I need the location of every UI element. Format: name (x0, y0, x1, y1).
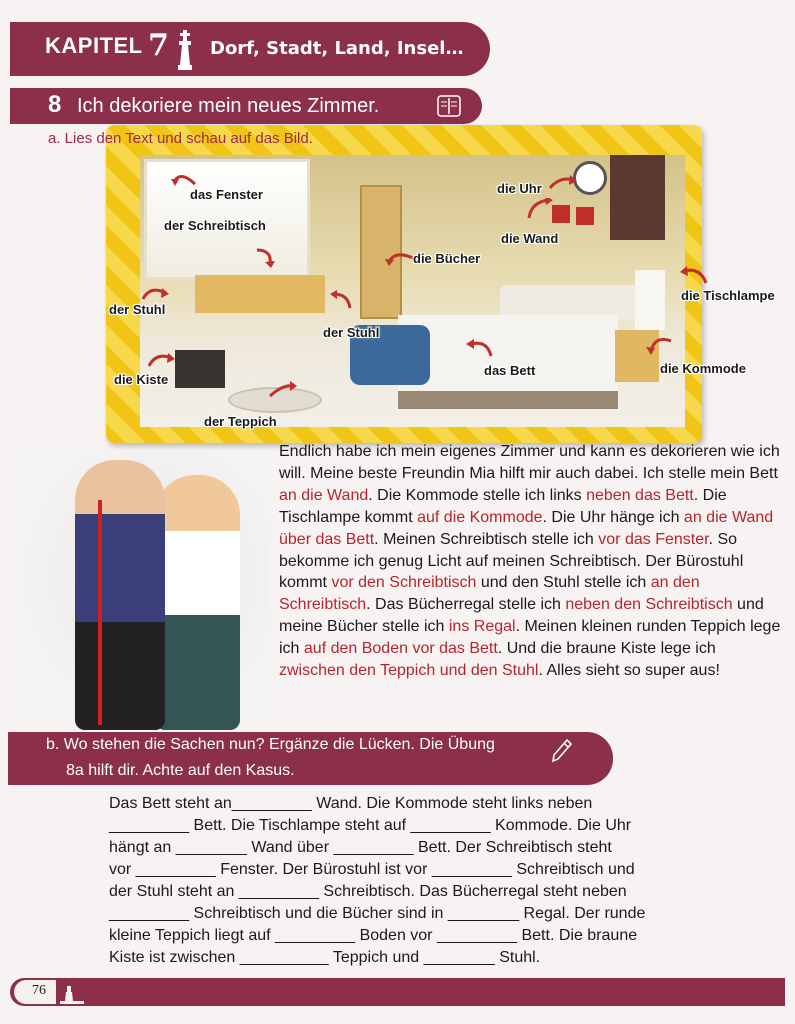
story-segment: . Das Bücherregal stelle ich (366, 596, 566, 614)
label-buecher: die Bücher (413, 251, 481, 266)
exercise-line: der Stuhl steht an _________ Schreibtisch. Das Bücherregal steht neben (109, 883, 627, 900)
task-a-instruction: a. Lies den Text und schau auf das Bild. (48, 130, 313, 147)
story-segment: und den Stuhl stelle ich (476, 574, 651, 592)
task-b-bar (8, 732, 613, 785)
chapter-title: Dorf, Stadt, Land, Insel… (210, 38, 464, 59)
task-b-line-2: 8a hilft dir. Achte auf den Kasus. (66, 762, 295, 779)
chapter-number: 7 (148, 28, 169, 63)
clock-shape (573, 161, 607, 195)
story-segment: . Die Uhr hänge ich (542, 508, 684, 526)
story-segment: . Meinen Schreibtisch stelle ich (374, 530, 599, 548)
exercise-line: vor _________ Fenster. Der Bürostuhl ist vor _________ Schreibtisch und (109, 861, 635, 878)
pencil-icon (551, 738, 573, 764)
arrow-icon (385, 248, 415, 268)
desk-shape (195, 275, 325, 313)
story-segment: . Alles sieht so super aus! (538, 662, 720, 680)
arrow-icon (548, 172, 578, 192)
story-segment: Endlich habe ich mein eigenes Zimmer und kann es dekorieren wie ich will. Meine beste Freundin Mia hilft mir auch dabei. Ich stelle mein Bett (279, 443, 780, 482)
story-highlight: an den Schreibtisch (279, 574, 700, 614)
section-number: 8 (48, 91, 62, 118)
exercise-line: hängt an ________ Wand über _________ Bett. Der Schreibtisch steht (109, 839, 612, 856)
arrow-icon (140, 283, 170, 303)
label-fenster: das Fenster (190, 187, 263, 202)
box-shape (175, 350, 225, 388)
chess-piece-icon (58, 983, 86, 1005)
chess-piece-icon (175, 27, 195, 71)
exercise-line: Kiste ist zwischen __________ Teppich und ________ Stuhl. (109, 949, 541, 966)
story-highlight: ins Regal (448, 618, 516, 636)
label-stuhl-2: der Stuhl (323, 325, 380, 340)
mop-shape (98, 500, 102, 725)
girls-photo (10, 450, 270, 730)
arrow-icon (645, 335, 675, 355)
story-segment: . Die Tischlampe kommt (279, 486, 727, 526)
task-b-line-1: b. Wo stehen die Sachen nun? Ergänze die Lücken. Die Übung (46, 736, 495, 753)
story-segment: . So bekomme ich genug Licht auf meinen Schreibtisch. Der Bürostuhl kommt (279, 530, 744, 592)
story-segment: . Meinen kleinen runden Teppich lege ich (279, 618, 781, 658)
wall-deco-shape (576, 207, 594, 225)
story-highlight: auf den Boden vor das Bett (303, 640, 498, 658)
label-teppich: der Teppich (204, 414, 277, 429)
story-segment: . Und die braune Kiste lege ich (497, 640, 716, 658)
label-uhr: die Uhr (497, 181, 542, 196)
arrow-icon (330, 290, 360, 310)
label-stuhl-1: der Stuhl (109, 302, 166, 317)
story-highlight: vor das Fenster (598, 530, 709, 548)
exercise-line: kleine Teppich liegt auf _________ Boden vor _________ Bett. Die braune (109, 927, 638, 944)
page-number-box (14, 980, 56, 1004)
label-schreibtisch: der Schreibtisch (164, 218, 266, 233)
exercise-line: _________ Schreibtisch und die Bücher sind in ________ Regal. Der runde (109, 905, 646, 922)
label-kommode: die Kommode (660, 361, 746, 376)
exercise-line: _________ Bett. Die Tischlampe steht auf _________ Kommode. Die Uhr (109, 817, 632, 834)
arrow-icon (680, 265, 710, 285)
footer-bar (10, 978, 785, 1006)
wall-panel-shape (610, 155, 665, 240)
label-wand: die Wand (501, 231, 559, 246)
arrow-icon (252, 248, 282, 268)
arrow-icon (268, 380, 298, 400)
story-highlight: an die Wand (279, 486, 369, 504)
label-kiste: die Kiste (114, 372, 169, 387)
story-highlight: neben das Bett (586, 486, 694, 504)
label-tischlampe: die Tischlampe (681, 288, 775, 303)
girl-figure (155, 475, 240, 730)
chapter-banner (10, 22, 490, 76)
story-highlight: auf die Kommode (417, 508, 543, 526)
girl-figure (75, 460, 165, 730)
page-number: 76 (32, 983, 46, 998)
story-segment: . Die Kommode stelle ich links (368, 486, 587, 504)
book-icon (437, 95, 461, 117)
arrow-icon (146, 350, 176, 370)
lamp-shape (635, 270, 665, 330)
arrow-icon (465, 338, 495, 358)
bed-shape (398, 315, 618, 409)
gap-fill-exercise (109, 793, 709, 969)
label-bett: das Bett (484, 363, 536, 378)
story-highlight: zwischen den Teppich und den Stuhl (279, 662, 539, 680)
story-segment: und meine Bücher stelle ich (279, 596, 764, 636)
chapter-label: KAPITEL (45, 33, 143, 58)
section-bar (10, 88, 482, 124)
story-text (279, 441, 784, 682)
story-highlight: an die Wand über das Bett (279, 508, 774, 548)
story-highlight: neben den Schreibtisch (565, 596, 733, 614)
section-title: Ich dekoriere mein neues Zimmer. (77, 95, 380, 117)
exercise-line: Das Bett steht an_________ Wand. Die Kommode steht links neben (109, 795, 593, 812)
arrow-icon (525, 198, 555, 218)
story-highlight: vor den Schreibtisch (331, 574, 477, 592)
